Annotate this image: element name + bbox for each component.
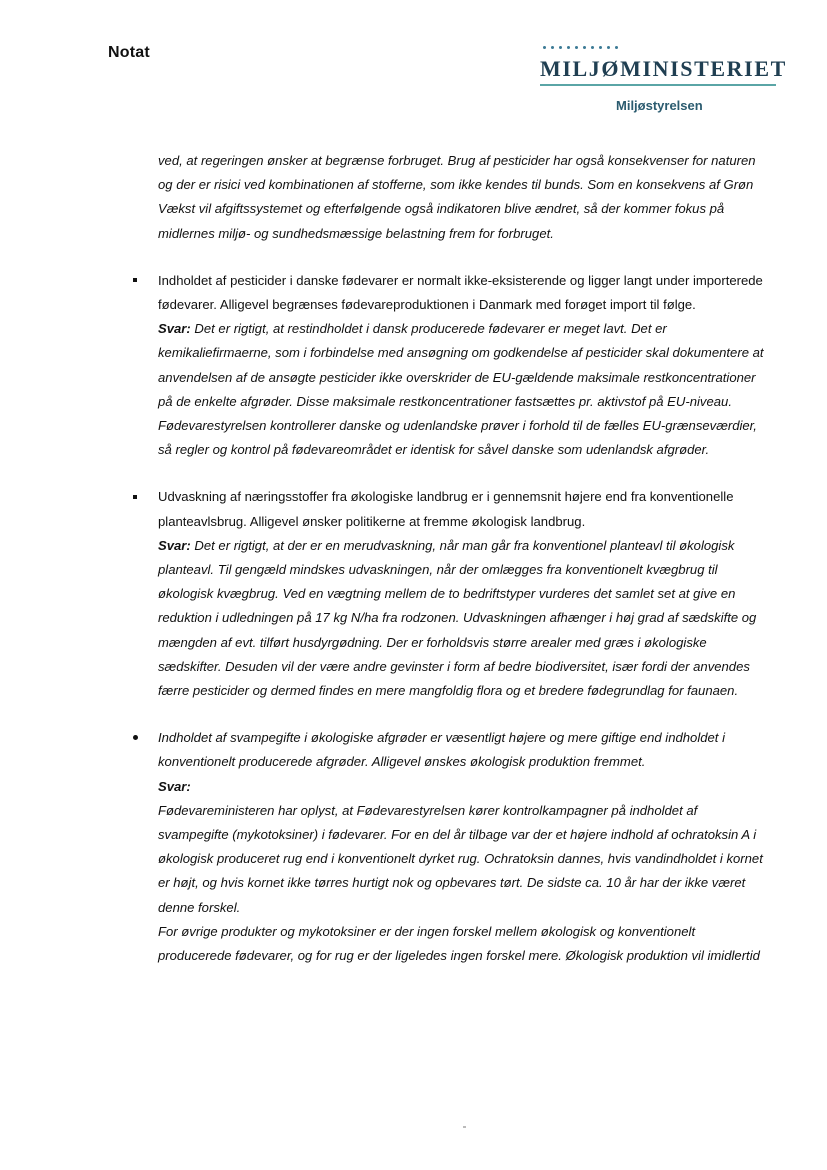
answer-text: Det er rigtigt, at restindholdet i dansk producerede fødevarer er meget lavt. Det er kemikaliefirmaerne, som i forbindelse med ansøgning om godkendelse af pesticider skal dokumentere at anvendelsen af de ansøgte pesticider ikke overskrider de EU-gældende maksimale restkoncentrationer på de enkelte afgrøder. Disse maksimale restkoncentrationer fastsættes pr. aktivstof på EU-niveau. Fødevarestyrelsen kontrollerer danske og udenlandske prøver i forhold til de fælles EU-grænseværdier, så regler og kontrol på fødevareområdet er identisk for såvel danske som udenlandsk afgrøder.	[158, 321, 764, 458]
svar-label: Svar:	[158, 537, 191, 553]
intro-paragraph: ved, at regeringen ønsker at begrænse forbruget. Brug af pesticider har også konsekvenser for naturen og der er risici ved kombinationen af stofferne, som ikke kendes til bunds. Som en konsekvens af Grøn Vækst vil afgiftssystemet og efterfølgende også indikatoren blive ændret, så der kommer fokus på midlernes miljø- og sundhedsmæssige belastning frem for forbruget.	[158, 153, 756, 241]
list-item	[130, 485, 770, 703]
logo-rule	[540, 84, 776, 86]
answer-paragraph-2: For øvrige produkter og mykotoksiner er der ingen forskel mellem økologisk og konventionelt producerede fødevarer, og for rug er der ligeledes ingen forskel mere. Økologisk produktion vil imidlertid	[158, 923, 760, 964]
scan-artifact	[463, 1126, 466, 1128]
list-item	[130, 269, 770, 463]
logo-agency-name: Miljøstyrelsen	[616, 98, 703, 113]
bullet-square-icon	[130, 269, 140, 293]
question-text: Indholdet af pesticider i danske fødevarer er normalt ikke-eksisterende og ligger langt under importerede fødevarer. Alligevel begrænses fødevareproduktionen i Danmark med forøget import til følge.	[158, 272, 763, 313]
answer-paragraph-1: Fødevareministeren har oplyst, at Fødevarestyrelsen kører kontrolkampagner på indholdet af svampegifte (mykotoksiner) i fødevarer. For en del år tilbage var der et højere indhold af ochratoksin A i økologisk produceret rug end i konventionelt dyrket rug. Ochratoksin dannes, hvis vandindholdet i kornet er højt, og hvis kornet ikke tørres hurtigt nok og opbevares tørt. De sidste ca. 10 år har der ikke været denne forskel.	[158, 802, 763, 915]
question-text: Udvaskning af næringsstoffer fra økologiske landbrug er i gennemsnit højere end fra konventionelle planteavlsbrug. Alligevel ønsker politikerne at fremme økologisk landbrug.	[158, 489, 734, 529]
svar-label: Svar:	[158, 778, 191, 794]
document-body	[130, 149, 770, 968]
bullet-dot-icon	[130, 726, 140, 750]
svar-label: Svar:	[158, 321, 191, 337]
answer-text: Det er rigtigt, at der er en merudvaskning, når man går fra konventionel planteavl til økologisk planteavl. Til gengæld mindskes udvaskningen, når der omlægges fra konventionelt kvægbrug til økologisk kvægbrug. Ved en vægtning mellem de to bedriftstyper vurderes det samlet set at give en reduktion i udledningen på 17 kg N/ha fra rodzonen. Udvaskningen afhænger i høj grad af sædskifte og mængden af evt. tilført husdyrgødning. Der er forholdsvis større arealer med græs i økologiske sædskifter. Desuden vil der være andre gevinster i form af bedre biodiversitet, især fordi der anvendes færre pesticider og dermed findes en mere mangfoldig flora og et bredere fødegrundlag for faunaen.	[158, 537, 757, 699]
logo-wordmark: MILJØMINISTERIET	[540, 56, 787, 81]
question-text: Indholdet af svampegifte i økologiske afgrøder er væsentligt højere og mere giftige end indholdet i konventionelt producerede afgrøder. Alligevel ønskes økologisk produktion fremmet.	[158, 730, 725, 770]
document-type-label: Notat	[108, 44, 150, 61]
bullet-square-icon	[130, 485, 140, 509]
logo-dots-decoration	[543, 46, 623, 52]
list-item	[130, 726, 770, 968]
